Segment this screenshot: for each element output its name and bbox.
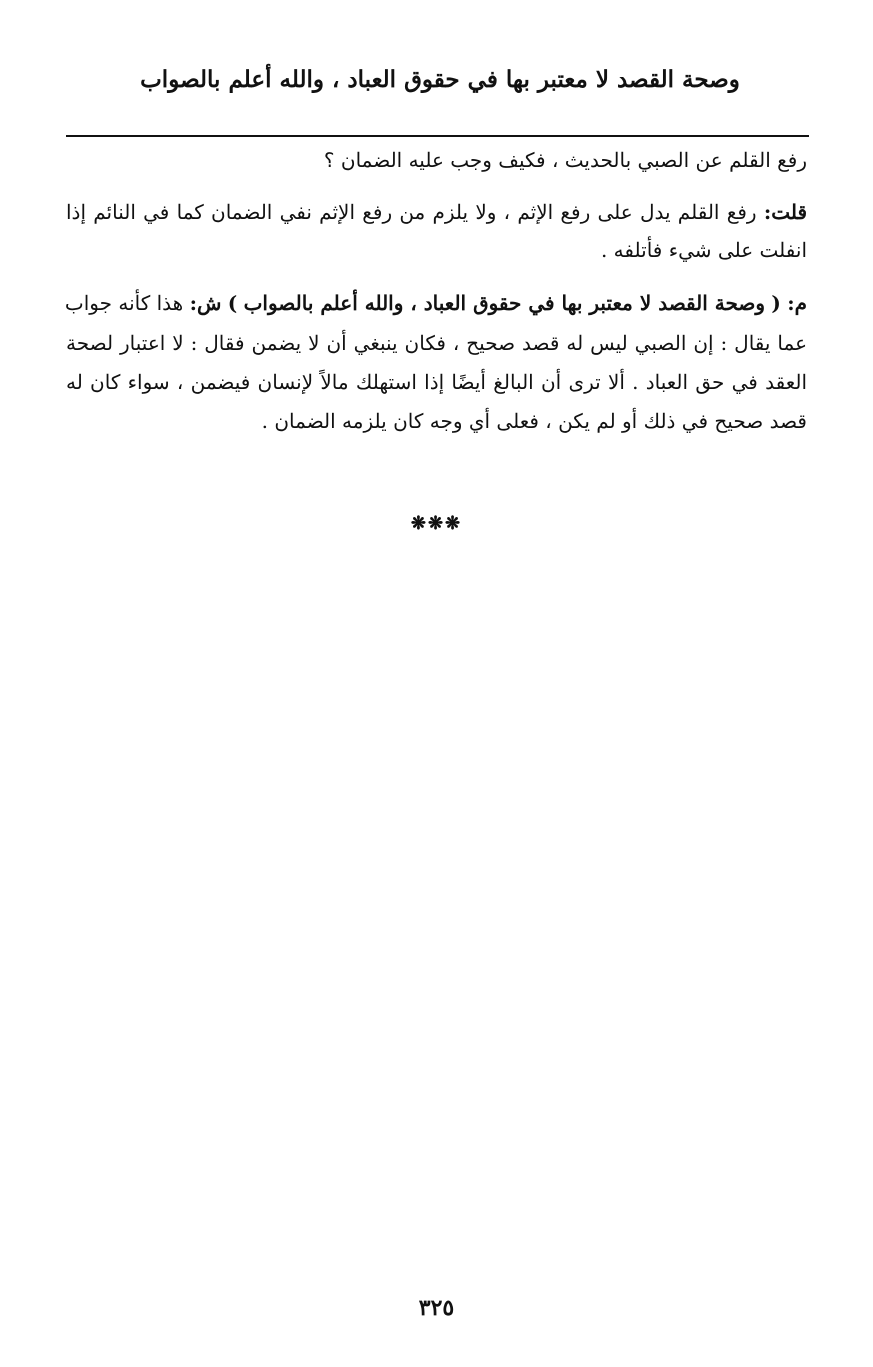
close-paren: ): [227, 291, 238, 315]
header-divider: [66, 135, 809, 137]
open-paren: (: [771, 291, 781, 315]
paragraph-mt-line-4: قصد صحيح في ذلك أو لم يكن ، فعلى أي وجه كان يلزمه الضمان .: [261, 409, 807, 433]
paragraph-mt-line-2: عما يقال : إن الصبي ليس له قصد صحيح ، فكان ينبغي أن لا يضمن فقال : لا اعتبار لصحة: [66, 331, 807, 355]
paragraph-qult-line-1: [66, 196, 807, 228]
paragraph-qult-line-2: انفلت على شيء فأتلفه .: [600, 238, 807, 262]
paragraph-text: هذا كأنه جواب: [64, 291, 184, 315]
page-header-title: وصحة القصد لا معتبر بها في حقوق العباد ، والله أعلم بالصواب: [140, 66, 740, 93]
matn-marker: م:: [787, 291, 807, 315]
paragraph-text: رفع القلم يدل على رفع الإثم ، ولا يلزم من رفع الإثم نفي الضمان كما في النائم إذا: [66, 200, 757, 224]
body-line: رفع القلم عن الصبي بالحديث ، فكيف وجب عليه الضمان ؟: [323, 148, 807, 172]
sharh-marker: ش:: [189, 291, 222, 315]
paragraph-mt-line-3: العقد في حق العباد . ألا ترى أن البالغ أيضًا إذا استهلك مالاً لإنسان فيضمن ، سواء كان له: [66, 370, 807, 394]
paragraph-mt-line-1: [66, 287, 807, 319]
qult-marker: قلت:: [763, 200, 808, 224]
matn-quote: وصحة القصد لا معتبر بها في حقوق العباد ، والله أعلم بالصواب: [243, 291, 766, 315]
page-number: ٣٢٥: [418, 1295, 455, 1321]
section-separator: ❋❋❋: [410, 513, 463, 534]
